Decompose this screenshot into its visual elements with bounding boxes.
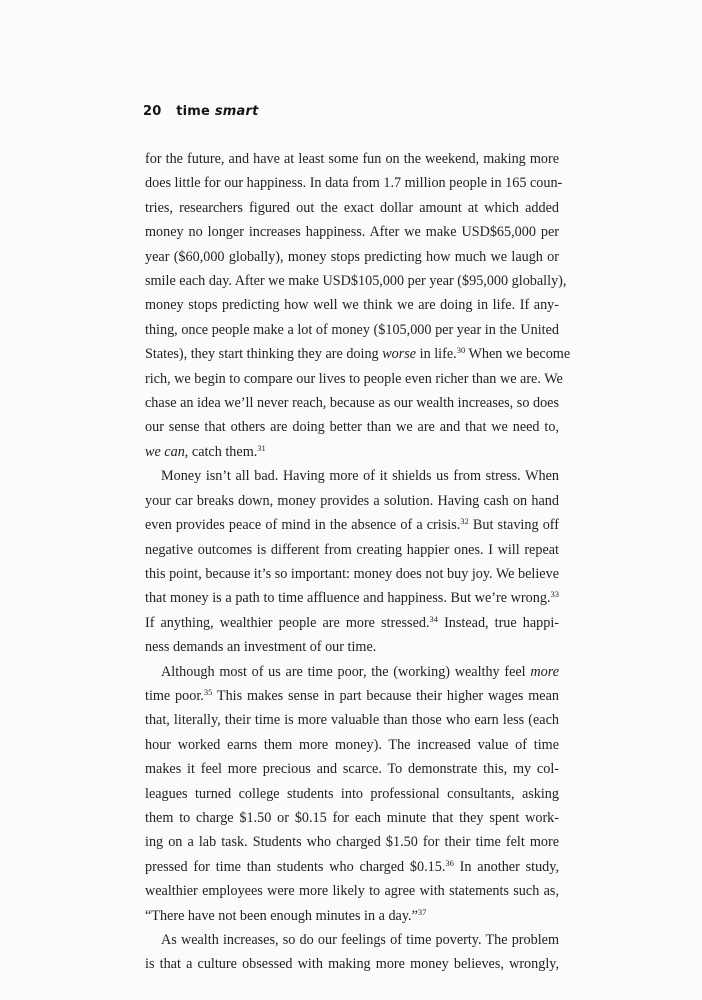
text-line: for the future, and have at least some fun on the weekend, making more [145,151,559,167]
text-line: your car breaks down, money provides a solution. Having cash on hand [145,492,559,509]
text-run: Instead, true happi- [438,614,559,631]
book-title-italic: smart [214,104,259,119]
text-line [145,684,559,708]
text-line: negative outcomes is different from creating happier ones. I will repeat [145,541,559,558]
text-line: Money isn’t all bad. Having more of it shields us from stress. When [161,468,559,485]
text-run: in life. [416,346,457,363]
paragraph-4 [145,928,559,977]
text-run: But staving off [468,517,559,534]
text-line [145,611,559,635]
text-line: As wealth increases, so do our feelings of time poverty. The problem [161,932,559,948]
footnote-ref: 32 [460,516,469,527]
paragraph-2 [145,464,559,659]
text-run: “There have not been enough minutes in a day.” [145,907,418,924]
footnote-ref: 30 [456,345,466,356]
text-run: When we become [465,346,571,363]
text-line [145,855,559,879]
book-title-regular: time [176,104,211,119]
text-line [145,586,559,610]
text-run: time poor. [145,687,204,704]
text-line: ness demands an investment of our time. [145,639,377,656]
footnote-ref: 37 [417,906,427,917]
text-line: chase an idea we’ll never reach, because as our wealth increases, so does [145,395,559,412]
text-line: that, literally, their time is more valuable than those who earn less (each [145,712,559,729]
italic-run: we can [145,443,185,460]
italic-run: worse [382,346,417,363]
text-line: is that a culture obsessed with making more money believes, wrongly, [145,956,559,973]
page-number: 20 [143,104,162,119]
footnote-ref: 34 [429,613,439,624]
paragraph-1 [145,147,571,464]
text-line: rich, we begin to compare our lives to people even richer than we are. We [145,370,563,387]
text-line: smile each day. After we make USD$105,000 per year ($95,000 globally), [145,273,567,290]
text-line [145,440,559,464]
text-line [145,342,571,366]
text-line [145,513,559,537]
text-line: this point, because it’s so important: money does not buy joy. We believe [145,565,559,582]
text-line: hour worked earns them more money). The increased value of time [145,736,559,753]
text-line [145,660,559,684]
text-run: pressed for time than students who charged $0.15. [145,858,446,875]
text-line: leagues turned college students into professional consultants, asking [145,785,559,802]
text-line: money no longer increases happiness. After we make USD$65,000 per [145,224,559,241]
text-run: If anything, wealthier people are more stressed. [145,614,430,631]
text-run: , catch them. [184,443,258,460]
text-run: States), they start thinking they are doing [145,346,383,363]
text-run: This makes sense in part because their higher wages mean [212,687,559,704]
book-title [176,104,258,119]
italic-run: more [530,663,559,680]
text-line: them to charge $1.50 or $0.15 for each minute that they spent work- [145,809,559,826]
text-line: our sense that others are doing better than we are and that we need to, [145,419,559,436]
running-head [143,104,259,119]
text-line: thing, once people make a lot of money ($105,000 per year in the United [145,321,559,338]
text-line: year ($60,000 globally), money stops predicting how much we laugh or [145,248,559,265]
text-line: ing on a lab task. Students who charged $1.50 for their time felt more [145,834,559,851]
footnote-ref: 31 [257,442,266,453]
text-line: wealthier employees were more likely to agree with statements such as, [145,883,559,900]
paragraph-3 [145,660,559,928]
text-run: Although most of us are time poor, the (working) wealthy feel [161,663,531,680]
text-line: tries, researchers figured out the exact dollar amount at which added [145,199,559,216]
text-run: even provides peace of mind in the absence of a crisis. [145,517,461,534]
text-run: In another study, [453,858,559,875]
text-line: money stops predicting how well we think we are doing in life. If any- [145,297,559,314]
footnote-ref: 35 [203,686,213,697]
footnote-ref: 33 [550,589,559,600]
body-text [145,147,571,977]
text-line: makes it feel more precious and scarce. To demonstrate this, my col- [145,761,559,778]
text-line [145,904,559,928]
text-run: that money is a path to time affluence and happiness. But we’re wrong. [145,590,551,607]
text-line: does little for our happiness. In data from 1.7 million people in 165 coun- [145,175,563,192]
footnote-ref: 36 [445,857,454,868]
